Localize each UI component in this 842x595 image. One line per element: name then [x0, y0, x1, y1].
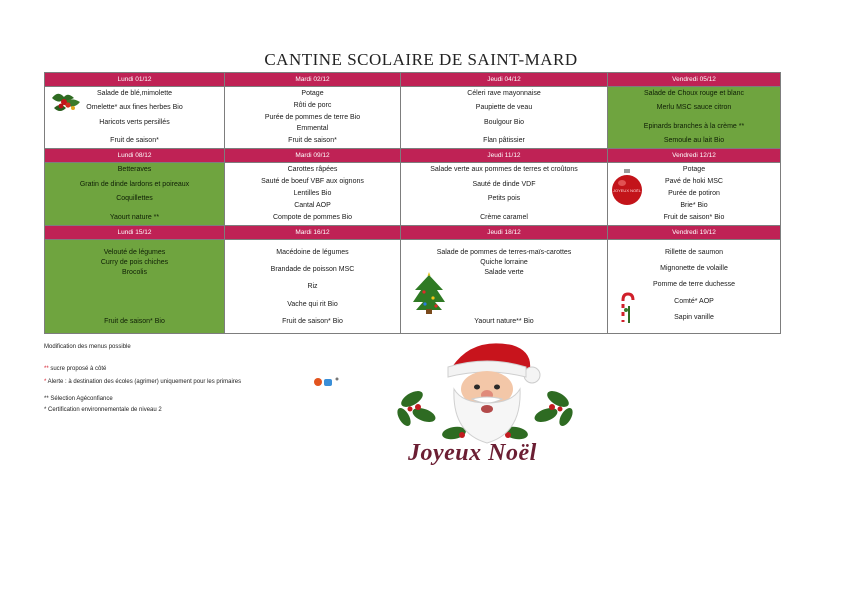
note-2-mark: *: [44, 379, 47, 385]
day-header: Lundi 08/12: [45, 149, 225, 163]
menu-item: Salade de Choux rouge et blanc: [643, 90, 745, 98]
menu-item: Curry de pois chiches: [100, 258, 169, 266]
page-title: CANTINE SCOLAIRE DE SAINT-MARD: [264, 50, 578, 69]
menu-item: Velouté de légumes: [103, 248, 166, 256]
note-1-text: sucre proposé à côté: [48, 366, 107, 372]
menu-item: Crème caramel: [480, 213, 528, 221]
menu-item: Potage: [301, 90, 324, 98]
menu-item: Sauté de dinde VDF: [472, 180, 536, 188]
note-modification: Modification des menus possible: [44, 344, 131, 350]
menu-item: Purée de potiron: [668, 189, 720, 197]
menu-item: Pomme de terre duchesse: [652, 281, 736, 289]
day-menu: [225, 239, 401, 333]
menu-item: Rôti de porc: [293, 101, 332, 109]
menu-item: Macédoine de légumes: [276, 248, 349, 256]
menu-item: Fruit de saison* Bio: [663, 213, 725, 221]
menu-item: Mignonette de volaille: [660, 264, 728, 272]
menu-item: Omelette* aux fines herbes Bio: [86, 104, 183, 112]
menu-item: Brandade de poisson MSC: [270, 265, 355, 273]
day-header: Vendredi 19/12: [608, 225, 781, 239]
week-header-row: [45, 149, 781, 163]
day-header: Mardi 09/12: [225, 149, 401, 163]
menu-item: Yaourt nature **: [109, 213, 160, 221]
menu-item: Petits pois: [487, 194, 521, 202]
menu-item: Flan pâtissier: [483, 137, 525, 145]
menu-item: Céleri rave mayonnaise: [467, 90, 541, 98]
menu-item: Lentilles Bio: [293, 189, 332, 197]
menu-item: Fruit de saison*: [110, 137, 159, 145]
menu-item: Merlu MSC sauce citron: [656, 104, 732, 112]
logos-icon: [313, 376, 343, 388]
candy-cane-icon: [617, 290, 639, 324]
menu-item: Paupiette de veau: [475, 104, 533, 112]
christmas-tree-icon: [410, 272, 448, 314]
day-header: Vendredi 12/12: [608, 149, 781, 163]
menu-item: Haricots verts persillés: [99, 118, 170, 126]
week-menu-row: [45, 87, 781, 149]
menu-item: Carottes râpées: [287, 166, 338, 174]
week-header-row: [45, 73, 781, 87]
menu-item: Vache qui rit Bio: [287, 300, 338, 308]
menu-item: Coquillettes: [116, 194, 153, 202]
day-header: Jeudi 11/12: [401, 149, 608, 163]
ornament-text: JOYEUX NOËL: [612, 188, 642, 193]
day-menu: [45, 163, 225, 225]
menu-item: Salade verte aux pommes de terres et croûtons: [430, 166, 578, 174]
menu-item: Brie* Bio: [680, 201, 708, 209]
menu-item: Semoule au lait Bio: [663, 137, 725, 145]
menu-item: Epinards branches à la crème **: [643, 122, 745, 130]
day-menu: [401, 163, 608, 225]
day-menu: [45, 239, 225, 333]
day-header: Mardi 16/12: [225, 225, 401, 239]
day-header: Lundi 01/12: [45, 73, 225, 87]
note-4: * Certification environnementale de niveau 2: [44, 407, 162, 413]
menu-item: Sauté de boeuf VBF aux oignons: [261, 178, 364, 186]
greeting-text: Joyeux Noël: [408, 440, 537, 466]
menu-item: Comté* AOP: [674, 297, 714, 305]
note-2-text: Alerte : à destination des écoles (agrimer) uniquement pour les primaires: [46, 379, 242, 385]
menu-item: Salade verte: [484, 268, 524, 276]
menu-item: Rillette de saumon: [665, 248, 723, 256]
santa-icon: [392, 337, 578, 449]
menu-item: Compote de pommes Bio: [273, 213, 352, 221]
day-header: Jeudi 18/12: [401, 225, 608, 239]
menu-item: Quiche lorraine: [480, 258, 528, 266]
menu-item: Brocolis: [122, 268, 147, 276]
menu-item: Fruit de saison* Bio: [104, 318, 165, 325]
menu-item: Fruit de saison*: [288, 137, 337, 145]
day-menu: [401, 87, 608, 149]
menu-item: Betteraves: [117, 166, 152, 174]
menu-item: Fruit de saison* Bio: [282, 317, 343, 325]
menu-item: Boulgour Bio: [483, 118, 525, 126]
week-menu-row: [45, 163, 781, 225]
note-3: ** Sélection Agéconfiance: [44, 396, 113, 402]
day-menu: [225, 87, 401, 149]
menu-item: Sapin vanille: [674, 313, 714, 321]
menu-item: Pavé de hoki MSC: [665, 178, 723, 186]
week-header-row: [45, 225, 781, 239]
menu-item: Gratin de dinde lardons et poireaux: [79, 180, 190, 188]
note-1: [44, 366, 106, 372]
holly-icon: [48, 88, 84, 118]
day-header: Jeudi 04/12: [401, 73, 608, 87]
menu-item: Purée de pommes de terre Bio: [264, 113, 361, 121]
menu-item: Salade de pommes de terres-maïs-carottes: [436, 248, 572, 256]
menu-item: Emmental: [296, 125, 329, 133]
menu-item: Salade de blé,mimolette: [96, 90, 173, 98]
menu-item: Riz: [307, 283, 318, 291]
day-menu: [225, 163, 401, 225]
menu-item: Yaourt nature** Bio: [474, 318, 534, 325]
day-header: Lundi 15/12: [45, 225, 225, 239]
note-1-mark: **: [44, 366, 49, 372]
day-header: Vendredi 05/12: [608, 73, 781, 87]
note-2: [44, 379, 241, 385]
day-menu: [608, 87, 781, 149]
menu-item: [45, 278, 224, 317]
day-header: Mardi 02/12: [225, 73, 401, 87]
menu-item: Cantal AOP: [294, 201, 331, 209]
ornament-icon: [610, 168, 644, 208]
menu-item: Potage: [682, 166, 706, 174]
